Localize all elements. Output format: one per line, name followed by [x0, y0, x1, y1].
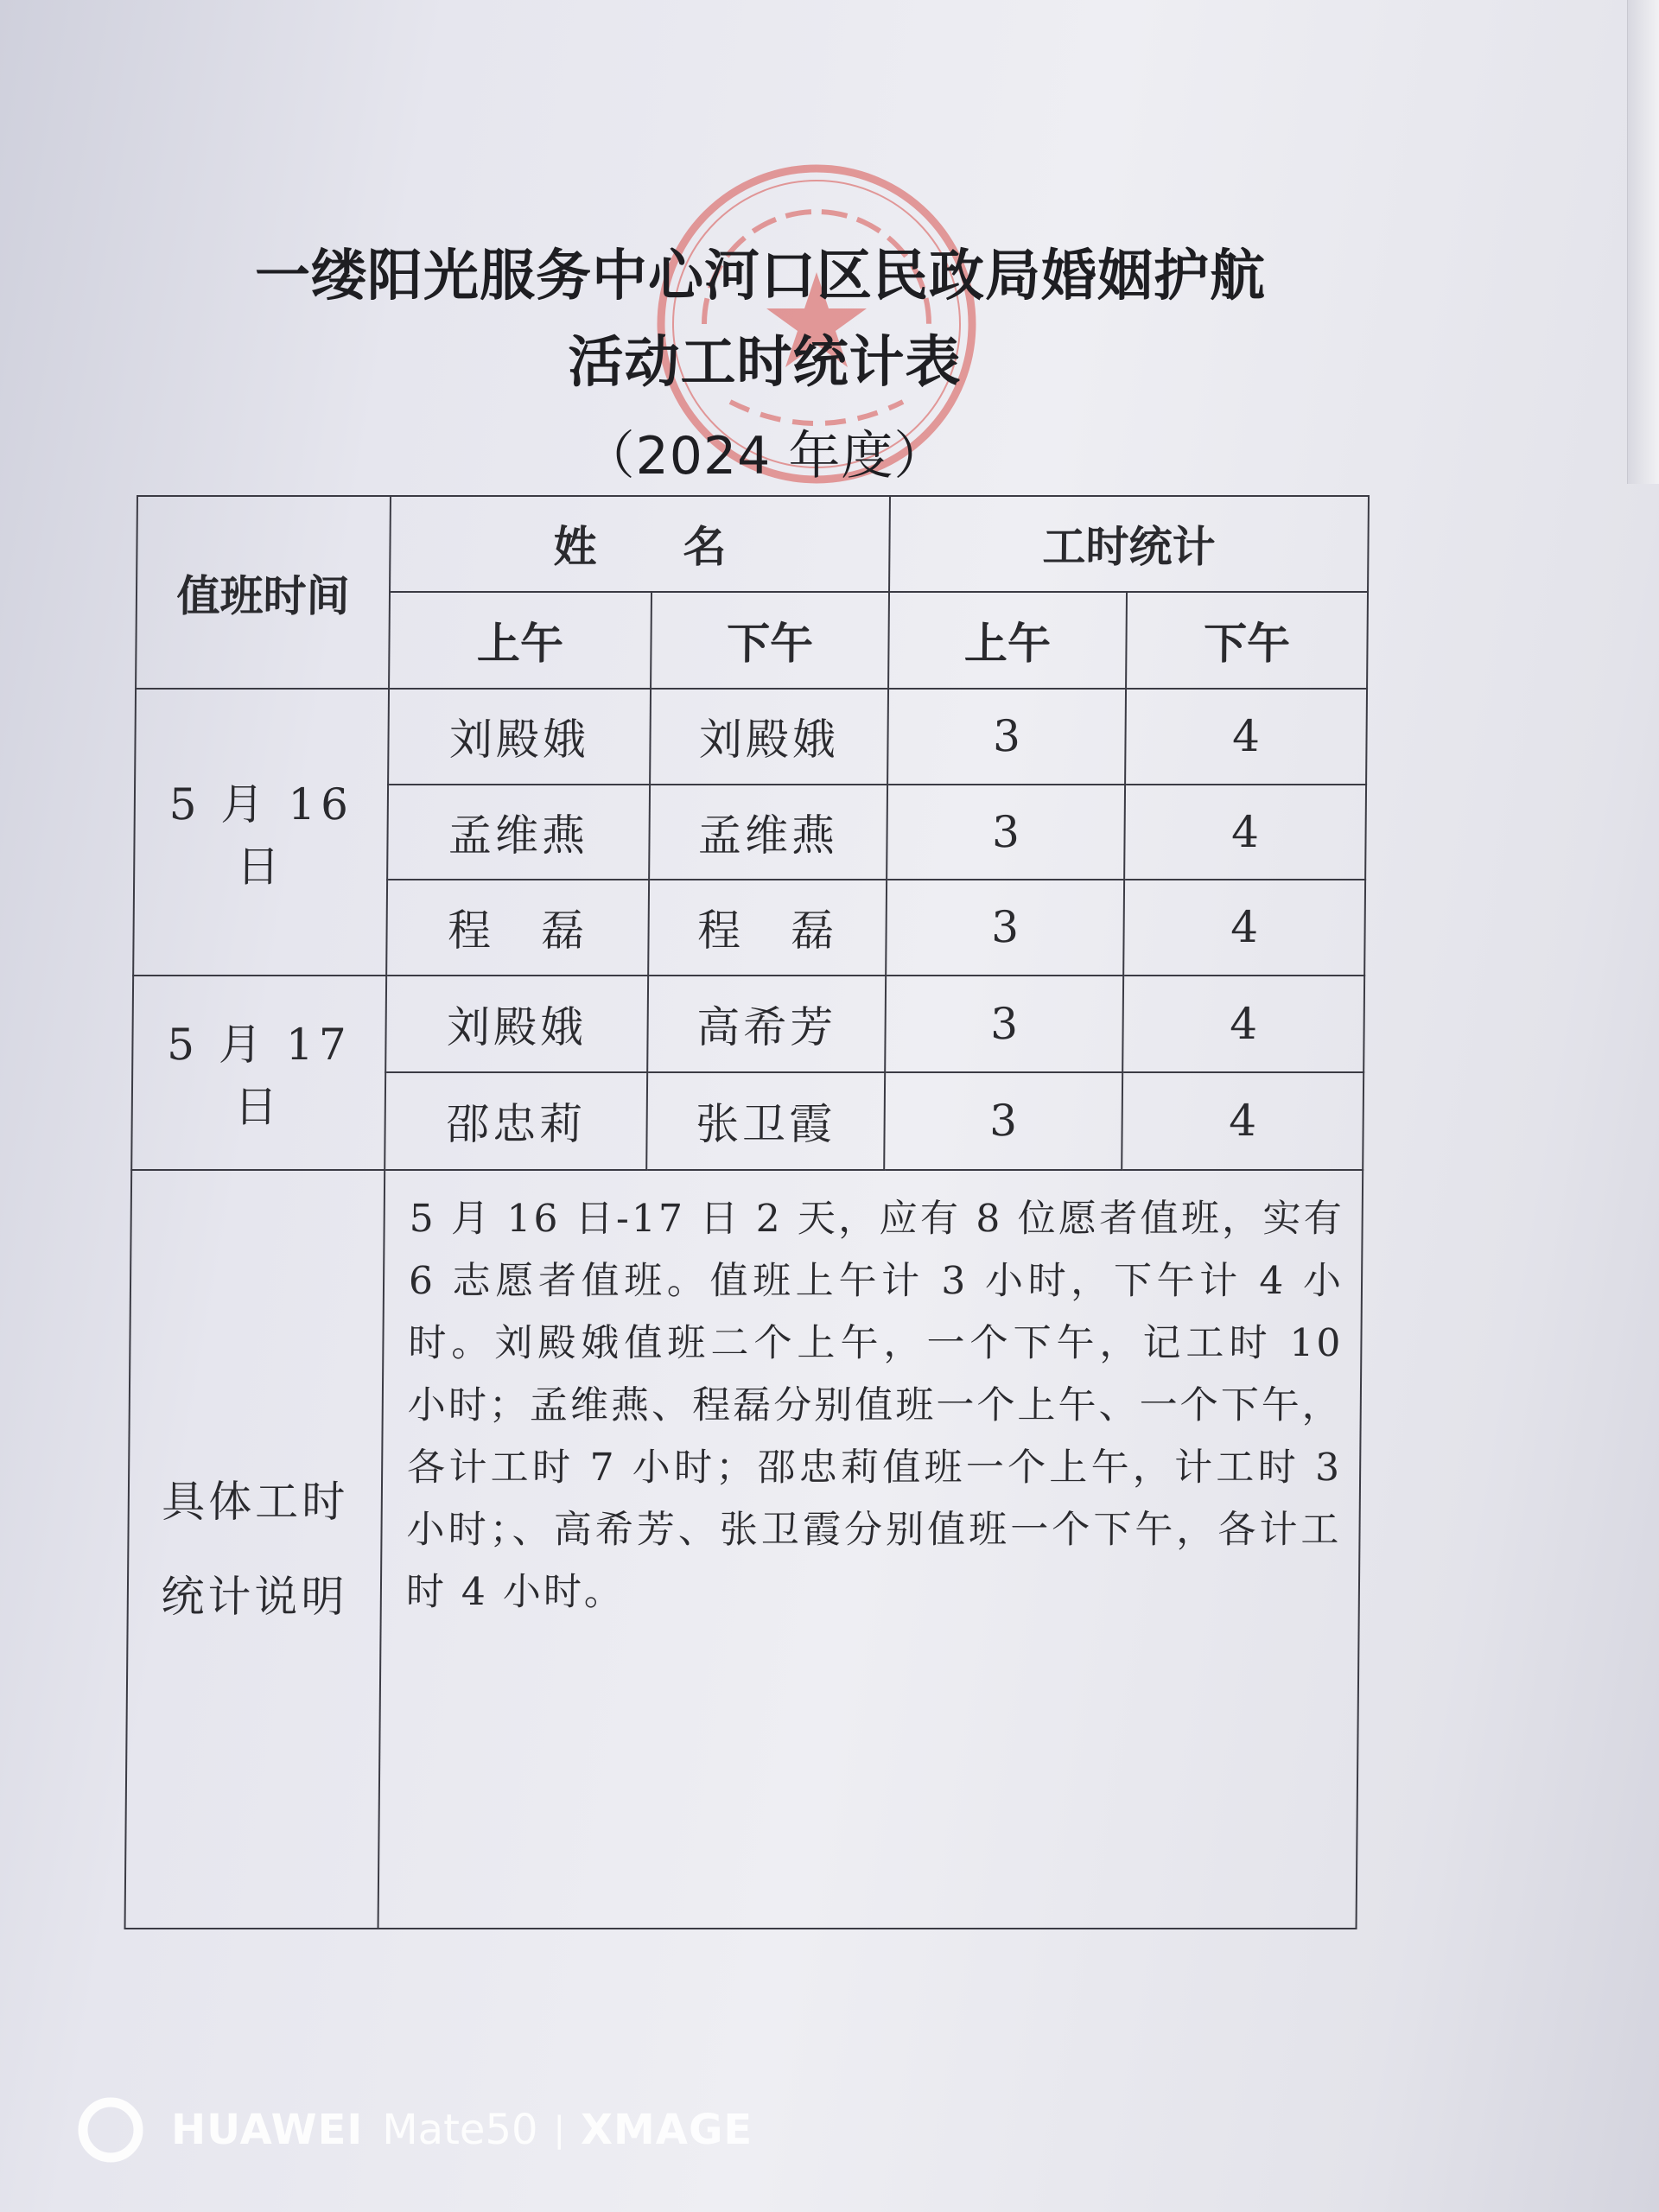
watermark-brand: HUAWEI — [171, 2106, 364, 2154]
am-hours-cell: 3 — [885, 976, 1123, 1073]
camera-lens-icon — [76, 2095, 145, 2164]
am-name-cell: 邵忠莉 — [385, 1072, 647, 1170]
am-name-cell: 孟维燕 — [387, 785, 650, 880]
am-name-cell: 程 磊 — [386, 880, 649, 976]
header-hours-group: 工时统计 — [889, 496, 1369, 592]
am-name-cell: 刘殿娥 — [385, 976, 648, 1073]
header-hours-pm: 下午 — [1126, 592, 1368, 690]
header-name-am: 上午 — [389, 592, 652, 690]
document-title-line1: 一缕阳光服务中心河口区民政局婚姻护航 — [255, 245, 1266, 308]
watermark-model: Mate50 — [382, 2106, 538, 2154]
header-hours-am: 上午 — [888, 592, 1127, 690]
pm-name-cell: 张卫霞 — [646, 1072, 885, 1170]
pm-hours-cell: 4 — [1122, 976, 1364, 1073]
header-name-pm: 下午 — [651, 592, 889, 690]
document-title-line2: 活动工时统计表 — [568, 331, 962, 395]
camera-watermark — [76, 2095, 753, 2164]
notes-label-line1: 具体工时 — [162, 1476, 349, 1527]
pm-name-cell: 孟维燕 — [649, 785, 887, 880]
watermark-xmage: XMAGE — [581, 2106, 753, 2154]
notes-row — [125, 1170, 1363, 1929]
header-name-group: 姓 名 — [390, 496, 890, 592]
date-cell: 5 月 17 日 — [131, 976, 386, 1170]
header-row-1 — [137, 496, 1369, 592]
adjacent-page-edge — [1627, 0, 1659, 484]
pm-hours-cell: 4 — [1125, 689, 1367, 785]
am-name-cell: 刘殿娥 — [388, 689, 651, 785]
watermark-separator: | — [553, 2110, 566, 2150]
pm-name-cell: 刘殿娥 — [650, 689, 888, 785]
am-hours-cell: 3 — [887, 689, 1126, 785]
am-hours-cell: 3 — [887, 785, 1125, 880]
pm-hours-cell: 4 — [1124, 785, 1366, 880]
notes-label-line2: 统计说明 — [161, 1571, 348, 1622]
pm-hours-cell: 4 — [1122, 1072, 1363, 1170]
pm-hours-cell: 4 — [1123, 880, 1365, 976]
am-hours-cell: 3 — [886, 880, 1124, 976]
notes-label — [125, 1170, 385, 1929]
work-hours-table-wrapper — [124, 495, 1368, 1929]
date-cell: 5 月 16 日 — [133, 689, 389, 976]
pm-name-cell: 程 磊 — [648, 880, 887, 976]
document-title-year: （2024 年度） — [582, 426, 947, 486]
table-row — [132, 976, 1364, 1073]
work-hours-table — [124, 495, 1370, 1929]
header-duty-time: 值班时间 — [136, 496, 391, 689]
am-hours-cell: 3 — [884, 1072, 1122, 1170]
notes-text: 5 月 16 日-17 日 2 天，应有 8 位愿者值班，实有 6 志愿者值班。值班上午计 3 小时，下午计 4 小时。刘殿娥值班二个上午，一个下午，记工时 10 小时；孟维燕、程磊分别值班一个上午、一个下午，各计工时 7 小时；邵忠莉值班一个上午，计工时 3 小时；、高希芳、张卫霞分别值班一个下午，各计工时 4 小时。 — [378, 1170, 1363, 1929]
pm-name-cell: 高希芳 — [647, 976, 886, 1073]
table-row — [135, 689, 1367, 785]
